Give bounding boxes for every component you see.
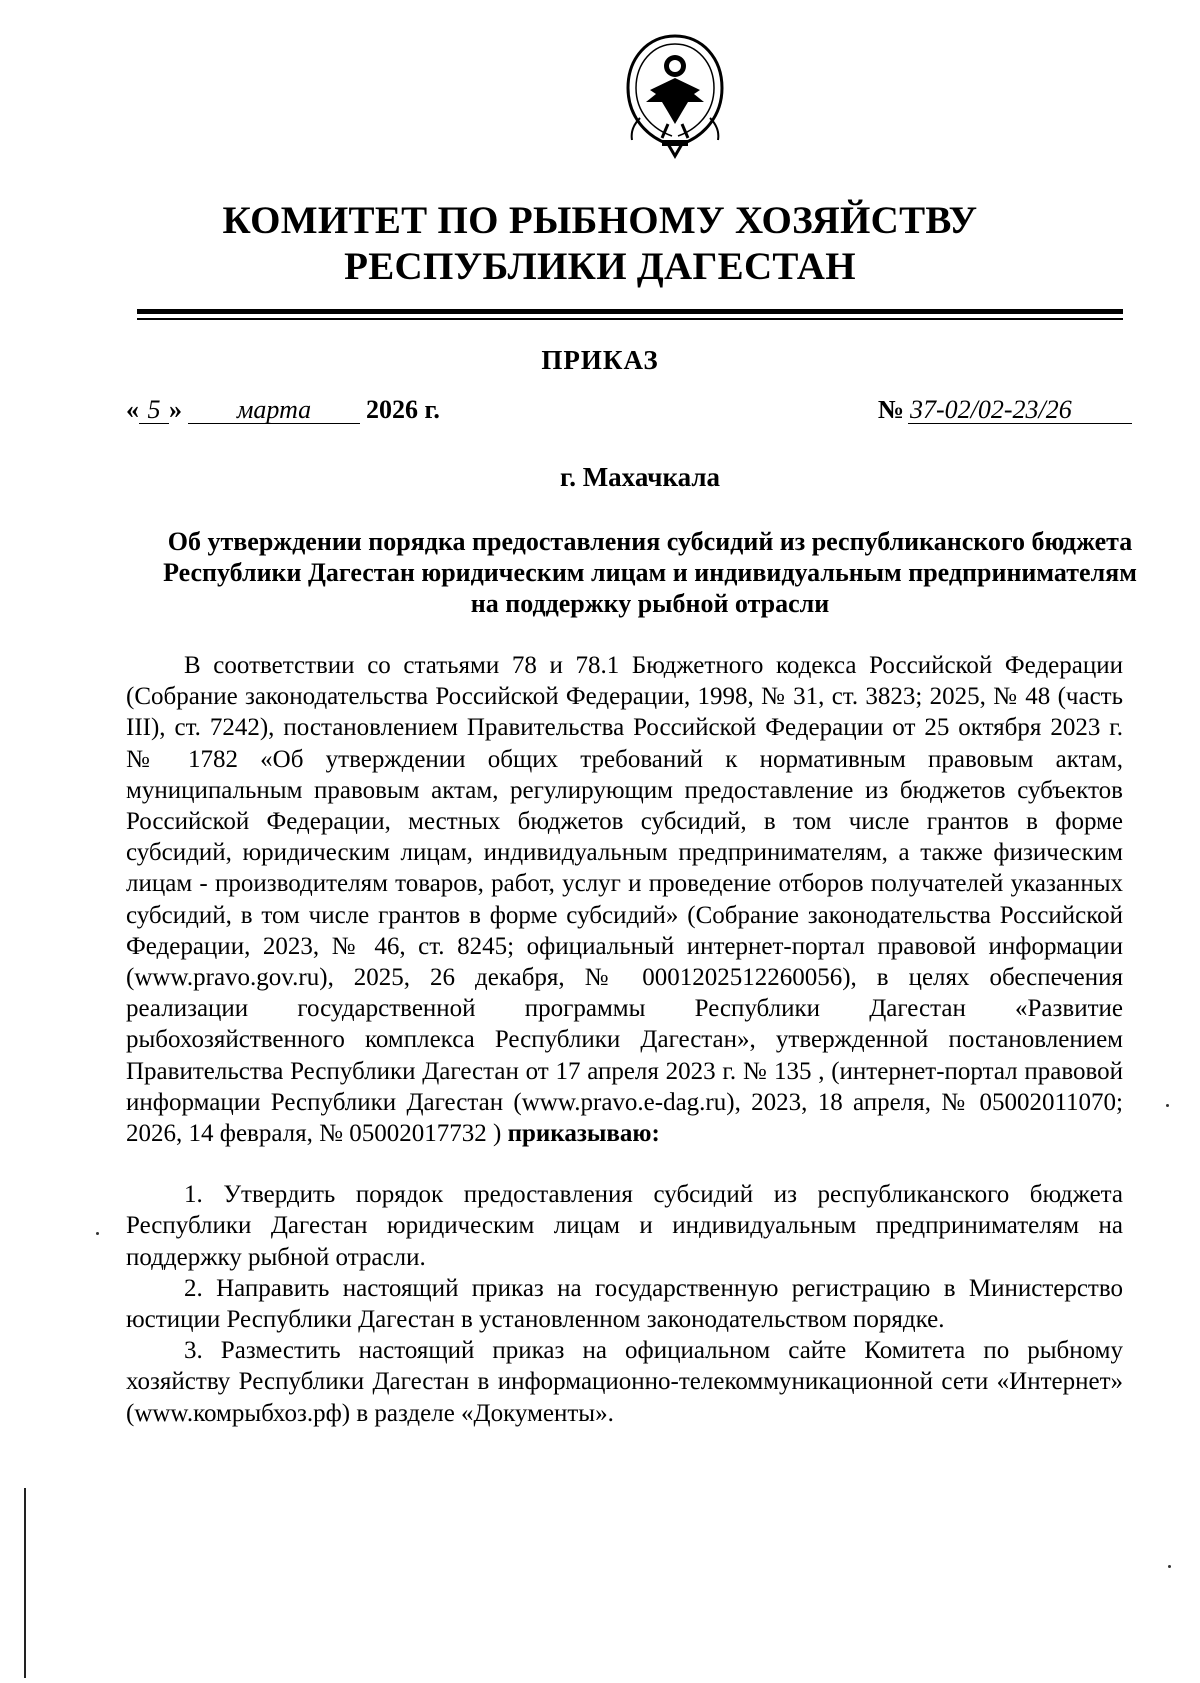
preamble-paragraph [126, 650, 1123, 1149]
number-label: № [877, 395, 904, 424]
document-body [126, 650, 1123, 1429]
date-line [126, 395, 440, 425]
document-type: ПРИКАЗ [541, 345, 659, 375]
scan-speck [96, 1232, 99, 1235]
preamble-end: приказываю: [507, 1120, 660, 1148]
order-item: 3. Разместить настоящий приказ на официальном сайте Комитета по рыбному хозяйству Республики Дагестан в информационно-телекоммуникационной сети «Интернет» (www.комрыбхоз.рф) в разделе «Документы». [126, 1337, 1123, 1427]
scan-speck [1168, 1565, 1171, 1568]
date-day: 5 [139, 397, 169, 424]
document-title: Об утверждении порядка предоставления субсидий из республиканского бюджета Республики Дагестан юридическим лицам и индивидуальным предпринимателям на поддержку рыбной отрасли [163, 527, 1137, 618]
organization-name-line2: РЕСПУБЛИКИ ДАГЕСТАН [344, 245, 856, 288]
date-month: марта [188, 397, 360, 424]
order-item: 1. Утвердить порядок предоставления субсидий из республиканского бюджета Республики Дагестан юридическим лицам и индивидуальным предпринимателям на поддержку рыбной отрасли. [126, 1181, 1123, 1271]
scan-margin-line [24, 1488, 26, 1678]
date-open-quote: « [126, 395, 139, 424]
document-number-line [878, 395, 1132, 425]
header-rule-thick [137, 309, 1123, 314]
header-rule-thin [137, 318, 1123, 320]
city: г. Махачкала [559, 462, 721, 492]
date-close-quote: » [169, 395, 182, 424]
document-number: 37-02/02-23/26 [908, 397, 1132, 424]
coat-of-arms-emblem [610, 28, 740, 163]
organization-name-line1: КОМИТЕТ ПО РЫБНОМУ ХОЗЯЙСТВУ [222, 199, 978, 242]
scan-speck [1166, 1104, 1169, 1107]
order-item: 2. Направить настоящий приказ на государственную регистрацию в Министерство юстиции Республики Дагестан в установленном законодательством порядке. [126, 1274, 1123, 1334]
date-year: 2026 г. [366, 395, 440, 424]
preamble-text: В соответствии со статьями 78 и 78.1 Бюджетного кодекса Российской Федерации (Собрание законодательства Российской Федерации, 1998, № 31, ст. 3823; 2025, № 48 (часть III), ст. 7242), постановлением Правительства Российской Федерации от 25 октября 2023 г. № 1782 «Об утверждении общих требований к нормативным правовым актам, муниципальным правовым актам, регулирующим предоставление из бюджетов субъектов Российской Федерации, местных бюджетов субсидий, в том числе грантов в форме субсидий, юридическим лицам, индивидуальным предпринимателям, а также физическим лицам - производителям товаров, работ, услуг и проведение отборов получателей указанных субсидий, в том числе грантов в форме субсидий» (Собрание законодательства Российской Федерации, 2023, № 46, ст. 8245; официальный интернет-портал правовой информации (www.pravo.gov.ru), 2025, 26 декабря, № 0001202512260056), в целях обеспечения реализации государственной программы Республики Дагестан «Развитие рыбохозяйственного комплекса Республики Дагестан», утвержденной постановлением Правительства Республики Дагестан от 17 апреля 2023 г. № 135 , (интернет-портал правовой информации Республики Дагестан (www.pravo.e-dag.ru), 2023, 18 апреля, № 05002011070; 2026, 14 февраля, № 05002017732 ) [126, 652, 1123, 1148]
